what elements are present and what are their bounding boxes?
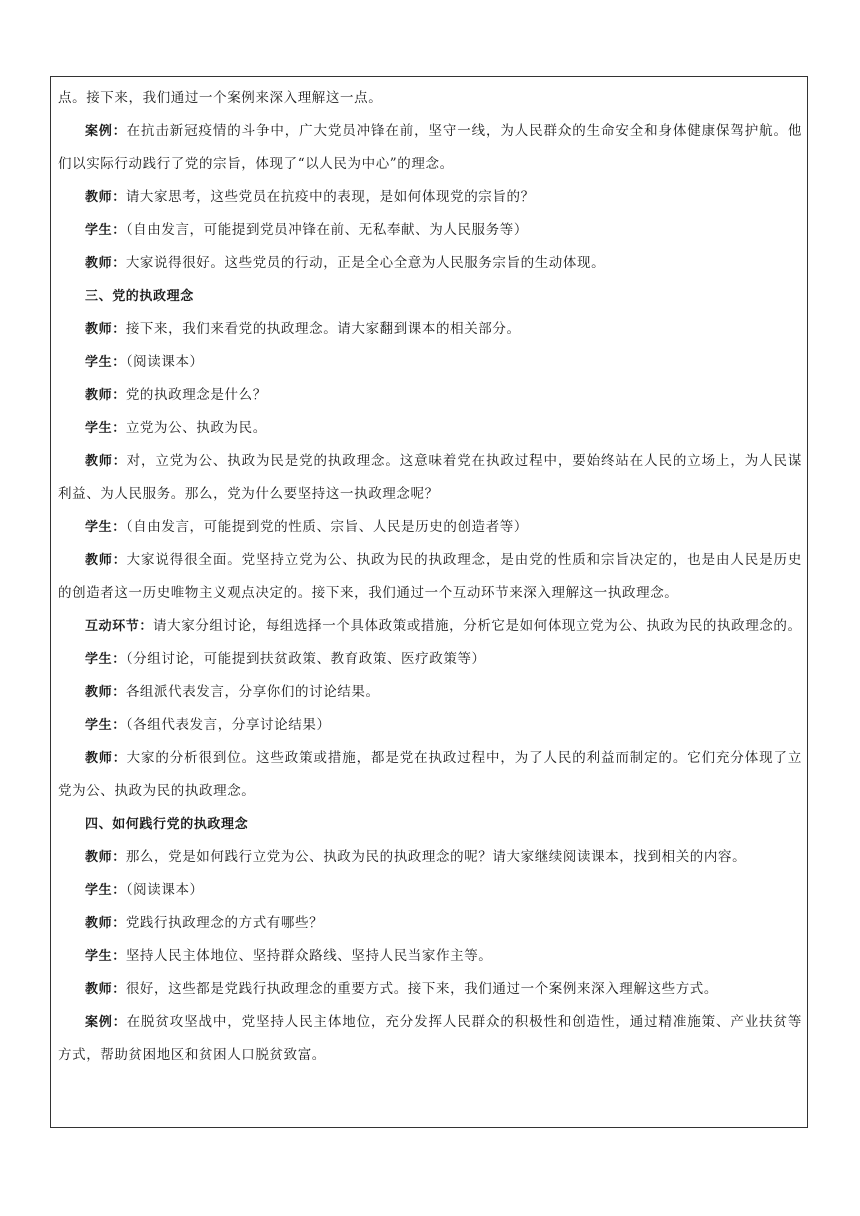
paragraph-text: （阅读课本） — [125, 354, 204, 370]
paragraph-text: （自由发言，可能提到党员冲锋在前、无私奉献、为人民服务等） — [125, 222, 528, 238]
section-heading — [58, 808, 802, 841]
paragraph-text: 立党为公、执政为民。 — [125, 420, 267, 436]
paragraph-continuation: 点。接下来，我们通过一个案例来深入理解这一点。 — [58, 90, 383, 106]
dialogue-paragraph — [58, 214, 802, 247]
paragraph-text: 大家说得很全面。党坚持立党为公、执政为民的执政理念，是由党的性质和宗旨决定的，也是由人民是历史的创造者这一历史唯物主义观点决定的。接下来，我们通过一个互动环节来深入理解这一执政理念。 — [58, 552, 802, 601]
paragraph-text: （各组代表发言，分享讨论结果） — [125, 717, 331, 733]
speaker-label: 教师： — [85, 916, 126, 931]
speaker-label: 学生： — [85, 883, 126, 898]
dialogue-paragraph — [58, 907, 802, 940]
dialogue-paragraph — [58, 940, 802, 973]
speaker-label: 教师： — [85, 685, 126, 700]
dialogue-paragraph — [58, 610, 802, 643]
speaker-label: 学生： — [85, 355, 126, 370]
paragraph-text: （阅读课本） — [125, 882, 204, 898]
dialogue-paragraph — [58, 346, 802, 379]
speaker-label: 互动环节： — [85, 619, 154, 634]
dialogue-paragraph — [58, 511, 802, 544]
dialogue-paragraph — [58, 874, 802, 907]
speaker-label: 教师： — [85, 388, 126, 403]
speaker-label: 教师： — [85, 982, 126, 997]
paragraph-text: （分组讨论，可能提到扶贫政策、教育政策、医疗政策等） — [125, 651, 486, 667]
dialogue-paragraph — [58, 115, 802, 181]
paragraph-text: 在脱贫攻坚战中，党坚持人民主体地位，充分发挥人民群众的积极性和创造性，通过精准施策、产业扶贫等方式，帮助贫困地区和贫困人口脱贫致富。 — [58, 1014, 802, 1063]
paragraph-text: 那么，党是如何践行立党为公、执政为民的执政理念的呢？请大家继续阅读课本，找到相关的内容。 — [125, 849, 747, 865]
speaker-label: 案例： — [85, 1015, 127, 1030]
paragraph-text: 请大家分组讨论，每组选择一个具体政策或措施，分析它是如何体现立党为公、执政为民的执政理念的。 — [153, 618, 802, 634]
speaker-label: 教师： — [85, 190, 126, 205]
dialogue-paragraph — [58, 841, 802, 874]
dialogue-paragraph — [58, 742, 802, 808]
paragraph-text: 接下来，我们来看党的执政理念。请大家翻到课本的相关部分。 — [125, 321, 521, 337]
dialogue-paragraph — [58, 544, 802, 610]
paragraph-text: （自由发言，可能提到党的性质、宗旨、人民是历史的创造者等） — [125, 519, 528, 535]
speaker-label: 教师： — [85, 454, 127, 469]
paragraph-text: 很好，这些都是党践行执政理念的重要方式。接下来，我们通过一个案例来深入理解这些方式。 — [125, 981, 719, 997]
dialogue-paragraph — [58, 973, 802, 1006]
dialogue-paragraph — [58, 313, 802, 346]
paragraph-text: 大家说得很好。这些党员的行动，正是全心全意为人民服务宗旨的生动体现。 — [125, 255, 606, 271]
paragraph-text: 坚持人民主体地位、坚持群众路线、坚持人民当家作主等。 — [125, 948, 493, 964]
dialogue-paragraph — [58, 709, 802, 742]
dialogue-paragraph — [58, 676, 802, 709]
speaker-label: 学生： — [85, 652, 126, 667]
speaker-label: 学生： — [85, 949, 126, 964]
lesson-transcript — [58, 82, 802, 1072]
paragraph-text: 对，立党为公、执政为民是党的执政理念。这意味着党在执政过程中，要始终站在人民的立场上，为人民谋利益、为人民服务。那么，党为什么要坚持这一执政理念呢？ — [58, 453, 802, 502]
dialogue-paragraph — [58, 412, 802, 445]
paragraph-text: 大家的分析很到位。这些政策或措施，都是党在执政过程中，为了人民的利益而制定的。它们充分体现了立党为公、执政为民的执政理念。 — [58, 750, 802, 799]
speaker-label: 学生： — [85, 520, 126, 535]
speaker-label: 教师： — [85, 256, 126, 271]
section-heading — [58, 280, 802, 313]
dialogue-paragraph — [58, 181, 802, 214]
dialogue-paragraph — [58, 445, 802, 511]
dialogue-paragraph — [58, 247, 802, 280]
paragraph-text: 党践行执政理念的方式有哪些？ — [125, 915, 324, 931]
paragraph-text: 党的执政理念是什么？ — [125, 387, 267, 403]
speaker-label: 教师： — [85, 553, 127, 568]
speaker-label: 学生： — [85, 223, 126, 238]
section-heading-text: 三、党的执政理念 — [85, 289, 194, 304]
dialogue-paragraph — [58, 643, 802, 676]
speaker-label: 教师： — [85, 322, 126, 337]
speaker-label: 学生： — [85, 718, 126, 733]
dialogue-paragraph — [58, 379, 802, 412]
section-heading-text: 四、如何践行党的执政理念 — [85, 817, 249, 832]
paragraph-text: 请大家思考，这些党员在抗疫中的表现，是如何体现党的宗旨的？ — [125, 189, 535, 205]
speaker-label: 教师： — [85, 850, 126, 865]
speaker-label: 教师： — [85, 751, 127, 766]
speaker-label: 学生： — [85, 421, 126, 436]
paragraph-text: 在抗击新冠疫情的斗争中，广大党员冲锋在前，坚守一线，为人民群众的生命安全和身体健康保驾护航。他们以实际行动践行了党的宗旨，体现了“以人民为中心”的理念。 — [58, 123, 802, 172]
speaker-label: 案例： — [85, 124, 127, 139]
dialogue-paragraph — [58, 1006, 802, 1072]
paragraph-text: 各组派代表发言，分享你们的讨论结果。 — [125, 684, 380, 700]
